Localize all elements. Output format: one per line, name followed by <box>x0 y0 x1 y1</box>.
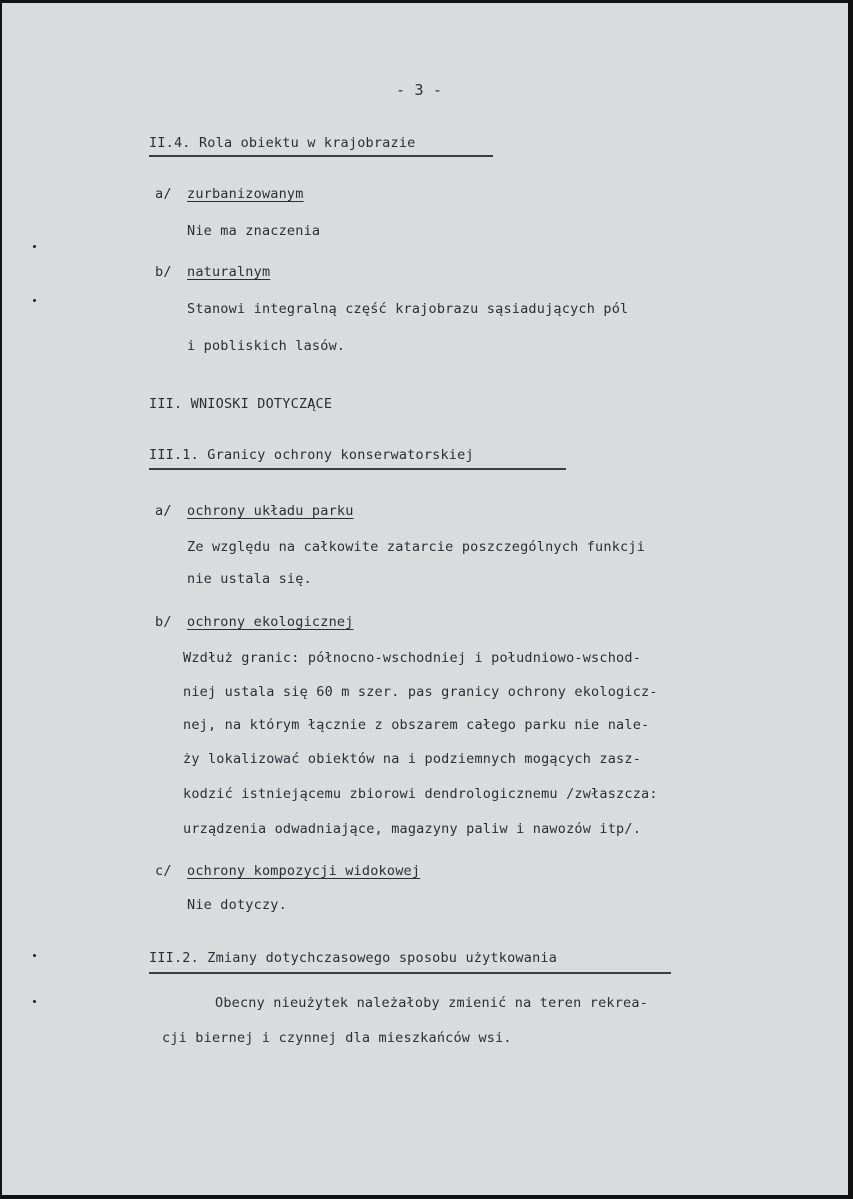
text-line: kodzić istniejącemu zbiorowi dendrologicznemu /zwłaszcza: <box>183 786 658 802</box>
text-line: Wzdłuż granic: północno-wschodniej i południowo-wschod- <box>183 650 642 666</box>
item-marker-3-1-c: c/ <box>155 863 172 879</box>
scan-dot <box>33 299 36 302</box>
text-line: urządzenia odwadniające, magazyny paliw i nawozów itp/. <box>183 821 642 837</box>
text-line: ży lokalizować obiektów na i podziemnych mogących zasz- <box>183 751 642 767</box>
section-heading-3-2: III.2. Zmiany dotychczasowego sposobu użytkowania <box>149 950 558 966</box>
text-line: niej ustala się 60 m szer. pas granicy ochrony ekologicz- <box>183 684 658 700</box>
item-marker-2-4-b: b/ <box>155 264 172 280</box>
document-page <box>2 3 848 1195</box>
scan-dot <box>33 1000 36 1003</box>
item-title-2-4-a: zurbanizowanym <box>187 186 304 202</box>
text-line: Obecny nieużytek należałoby zmienić na teren rekrea- <box>215 995 649 1011</box>
section-heading-3-1: III.1. Granicy ochrony konserwatorskiej <box>149 447 474 463</box>
section-heading-2-4: II.4. Rola obiektu w krajobrazie <box>149 135 416 151</box>
section-heading-2-4-rule <box>149 155 493 157</box>
text-line: Ze względu na całkowite zatarcie poszczególnych funkcji <box>187 539 646 555</box>
scan-dot <box>33 954 36 957</box>
page-number: - 3 - <box>396 81 443 99</box>
item-title-2-4-b: naturalnym <box>187 264 271 280</box>
item-title-3-1-b: ochrony ekologicznej <box>187 614 354 630</box>
text-line: i pobliskich lasów. <box>187 338 346 354</box>
text-line: Stanowi integralną część krajobrazu sąsiadujących pól <box>187 301 629 317</box>
text-line: nej, na którym łącznie z obszarem całego parku nie nale- <box>183 717 650 733</box>
text-line: nie ustala się. <box>187 571 312 587</box>
item-marker-3-1-a: a/ <box>155 503 172 519</box>
section-heading-3: III. WNIOSKI DOTYCZĄCE <box>149 396 333 412</box>
item-marker-3-1-b: b/ <box>155 614 172 630</box>
section-heading-3-2-rule <box>149 972 671 974</box>
item-title-3-1-c: ochrony kompozycji widokowej <box>187 863 421 879</box>
item-text-3-1-c: Nie dotyczy. <box>187 897 287 913</box>
section-heading-3-1-rule <box>149 468 566 470</box>
text-line: cji biernej i czynnej dla mieszkańców wsi. <box>162 1030 512 1046</box>
item-title-3-1-a: ochrony układu parku <box>187 503 354 519</box>
scan-dot <box>33 245 36 248</box>
item-marker-2-4-a: a/ <box>155 186 172 202</box>
item-text-2-4-a: Nie ma znaczenia <box>187 223 321 239</box>
